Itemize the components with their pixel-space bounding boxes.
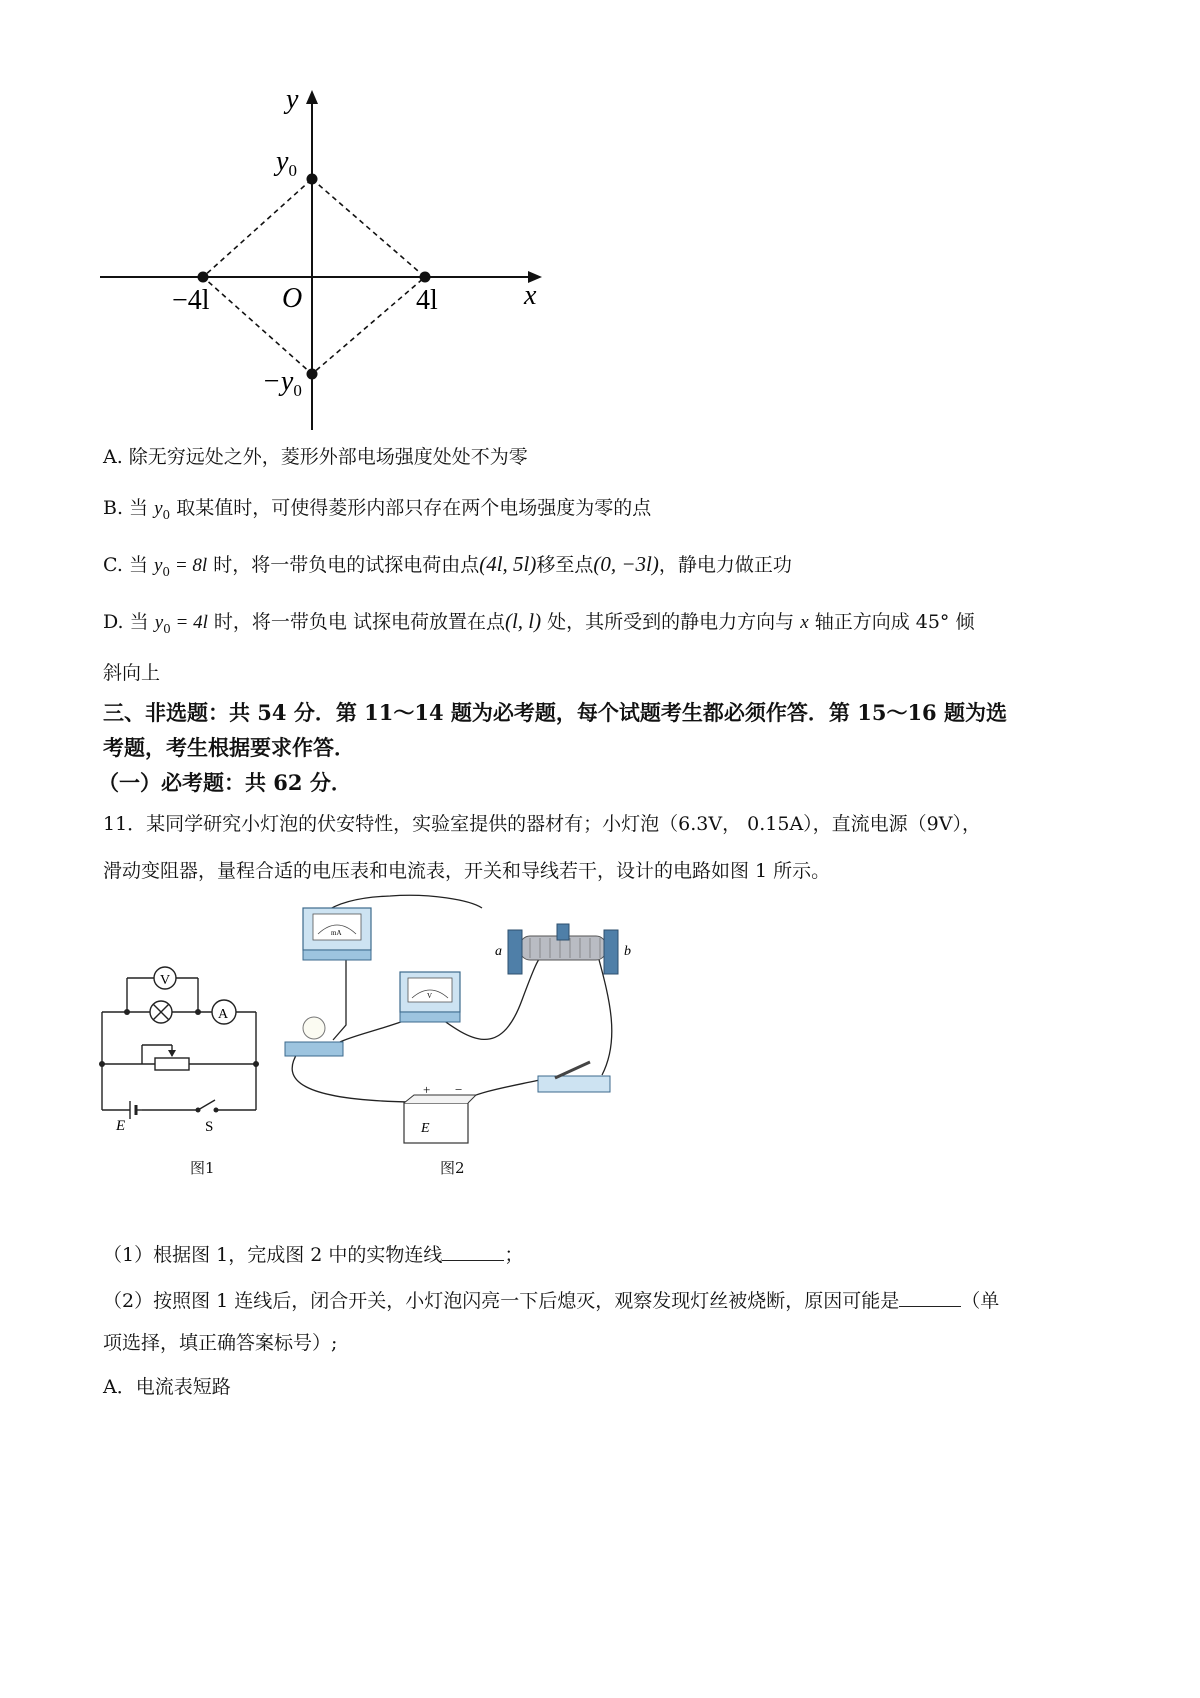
y0-subscript: 0 <box>163 621 171 636</box>
rheostat-end-a: a <box>495 944 502 959</box>
y0-symbol: y <box>153 555 163 576</box>
option-c-equation: = 8l <box>170 555 208 576</box>
option-d <box>103 607 974 643</box>
q11-part1-text: （1）根据图 1，完成图 2 中的实物连线 <box>103 1244 443 1266</box>
knife-switch <box>538 1076 610 1092</box>
y-axis-label: y <box>286 85 299 115</box>
option-d-mid1: 时，将一带负电 试探电荷放置在点 <box>207 611 505 633</box>
point-0-neg3l: (0, −3l) <box>593 552 659 576</box>
charge-bottom <box>307 369 318 380</box>
option-c <box>103 550 792 586</box>
battery-plus-label: + <box>423 1082 431 1097</box>
y-axis-arrow <box>306 90 318 104</box>
ammeter-label: A <box>218 1007 229 1022</box>
figure2-caption: 图2 <box>440 1159 465 1177</box>
option-c-suffix: ，静电力做正功 <box>658 554 792 576</box>
q11-part1 <box>103 1241 523 1269</box>
q11-line1: 11．某同学研究小灯泡的伏安特性，实验室提供的器材有；小灯泡（6.3V， 0.15A），直流电源（9V）， <box>103 813 981 835</box>
rhombus-coordinate-figure <box>95 85 565 440</box>
apparatus-figure2 <box>275 890 645 1150</box>
milliammeter-label: mA <box>331 929 342 937</box>
battery-minus-label: − <box>455 1082 463 1097</box>
option-a: A. 除无穷远处之外，菱形外部电场强度处处不为零 <box>103 446 528 468</box>
point-l-l: (l, l) <box>504 609 542 633</box>
q11-choice-a: A．电流表短路 <box>103 1376 231 1398</box>
option-c-prefix: C. 当 <box>103 554 154 576</box>
section-heading-line1: 三、非选题：共 54 分．第 11～14 题为必考题，每个试题考生都必须作答．第 15～16 题为选 <box>103 700 1007 725</box>
option-c-mid2: 移至点 <box>536 554 594 576</box>
option-b-suffix: 取某值时，可使得菱形内部只存在两个电场强度为零的点 <box>170 497 652 519</box>
answer-blank-2[interactable] <box>899 1288 961 1307</box>
battery-label: E <box>116 1118 126 1134</box>
option-c-mid1: 时，将一带负电的试探电荷由点 <box>207 554 480 576</box>
y0-subscript: 0 <box>162 507 171 522</box>
y0-symbol: y <box>154 498 163 519</box>
neg-y0-label: $-y_0$ <box>262 366 302 400</box>
q11-part2-suffix: （单 <box>961 1290 1000 1312</box>
angle-45: 45° <box>915 611 950 633</box>
option-b-prefix: B. 当 <box>103 497 155 519</box>
charge-right <box>420 272 431 283</box>
figure1-caption: 图1 <box>190 1159 215 1177</box>
option-b <box>103 494 651 529</box>
option-d-prefix: D. 当 <box>103 611 155 633</box>
option-d-mid2: 处，其所受到的静电力方向与 <box>541 611 801 633</box>
origin-label: O <box>282 283 303 314</box>
y0-symbol: y <box>154 612 164 633</box>
subsection-heading: （一）必考题：共 62 分． <box>98 770 352 795</box>
q11-part2 <box>103 1287 999 1315</box>
circuit-schematic-figure1 <box>95 955 270 1140</box>
q11-line2: 滑动变阻器，量程合适的电压表和电流表，开关和导线若干，设计的电路如图 1 所示。 <box>103 860 831 882</box>
option-d-line2: 斜向上 <box>103 662 161 684</box>
option-d-suffix: 倾 <box>949 611 975 633</box>
neg-4l-label: −4l <box>172 285 210 316</box>
q11-part2-line2: 项选择，填正确答案标号）; <box>103 1332 338 1354</box>
rheostat-end-b: b <box>624 944 631 959</box>
battery-box-label: E <box>421 1121 430 1136</box>
section-heading-line2: 考题，考生根据要求作答． <box>103 735 355 760</box>
voltmeter-device-label: V <box>427 992 433 1000</box>
charge-top <box>307 174 318 185</box>
option-d-mid3: 轴正方向成 <box>808 611 916 633</box>
q11-part1-suffix: ； <box>504 1244 524 1266</box>
bulb-base <box>285 1042 343 1056</box>
switch-label: S <box>205 1119 214 1135</box>
battery-box <box>404 1103 468 1143</box>
pos-4l-label: 4l <box>416 285 438 316</box>
rheostat-slider <box>557 924 569 940</box>
y0-subscript: 0 <box>162 564 171 579</box>
rheostat-symbol <box>155 1058 189 1070</box>
option-d-equation: = 4l <box>170 612 208 633</box>
light-bulb-icon <box>303 1017 325 1039</box>
x-symbol: x <box>800 612 809 633</box>
slider-arrow-icon <box>168 1050 176 1057</box>
y0-label: $y_0$ <box>276 146 297 180</box>
voltmeter-label: V <box>160 973 171 988</box>
answer-blank-1[interactable] <box>442 1242 504 1261</box>
q11-part2-text: （2）按照图 1 连线后，闭合开关，小灯泡闪亮一下后熄灭，观察发现灯丝被烧断，原因可能是 <box>103 1290 900 1312</box>
charge-left <box>198 272 209 283</box>
point-4l-5l: (4l, 5l) <box>479 552 537 576</box>
x-axis-label: x <box>524 280 537 311</box>
